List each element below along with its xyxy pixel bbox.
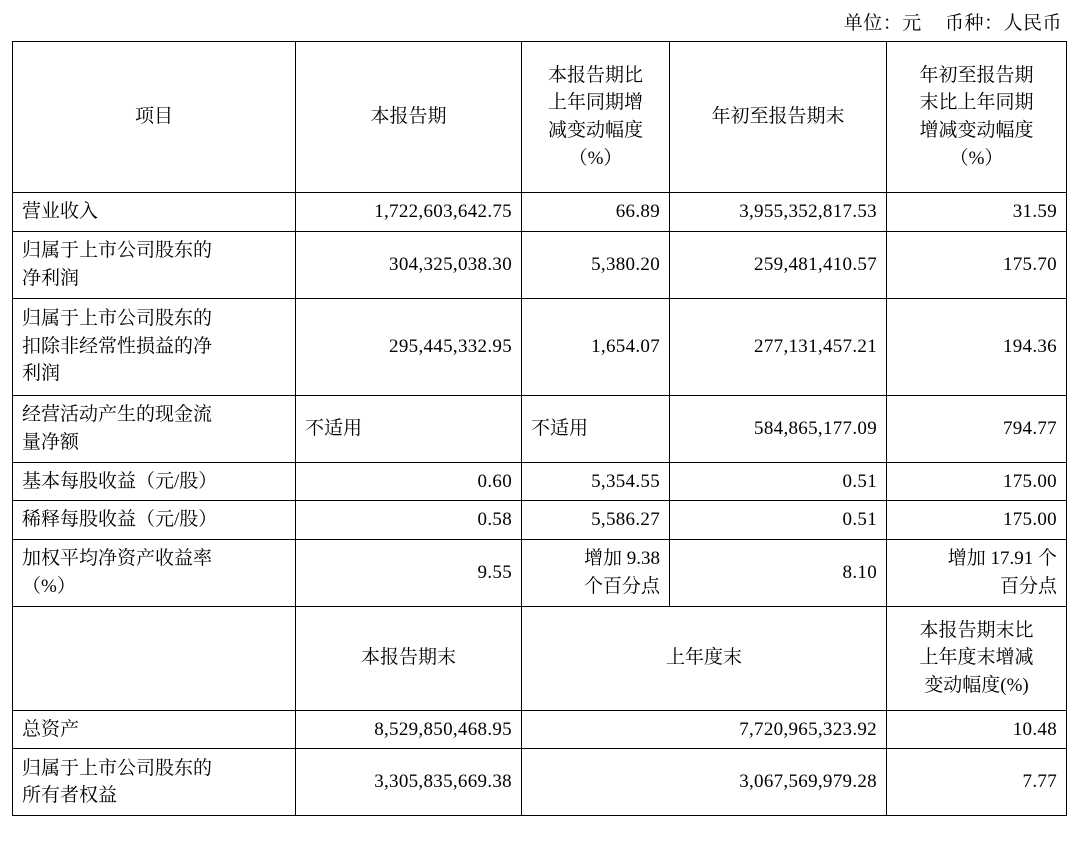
row-label: 稀释每股收益（元/股）	[13, 501, 296, 540]
row-label	[13, 231, 296, 298]
row-label-line2: 净利润	[22, 267, 80, 289]
unit-currency-note	[826, 8, 1062, 35]
row-label-line2: 量净额	[22, 431, 80, 453]
currency-label: 币种：人民币	[944, 13, 1062, 34]
row-balance-change: 10.48	[887, 710, 1067, 749]
table-row	[13, 501, 1067, 540]
row-label-line1: 经营活动产生的现金流	[22, 404, 213, 425]
row-current-change: 不适用	[522, 395, 670, 462]
row-ytd-value: 277,131,457.21	[670, 298, 887, 395]
financial-summary-table	[12, 41, 1067, 816]
header-ytd-change-line1: 年初至报告期	[919, 64, 1034, 86]
header-ytd-change	[887, 42, 1067, 193]
row-ytd-change: 175.00	[887, 462, 1067, 501]
row-ytd-value: 584,865,177.09	[670, 395, 887, 462]
row-current-change: 1,654.07	[522, 298, 670, 395]
table-header-row	[13, 42, 1067, 193]
table-row	[13, 231, 1067, 298]
row-label-line2: 所有者权益	[22, 785, 118, 807]
row-current-change	[522, 539, 670, 606]
row-current-value: 9.55	[296, 539, 522, 606]
row-current-change: 5,354.55	[522, 462, 670, 501]
row-ytd-change: 794.77	[887, 395, 1067, 462]
header-ytd-change-line4: （%）	[949, 147, 1004, 169]
table-row	[13, 462, 1067, 501]
row-label: 总资产	[13, 710, 296, 749]
row-ytd-change-line2: 百分点	[999, 575, 1057, 597]
header-current-change-line3: 减变动幅度	[547, 120, 643, 141]
row-current-value: 304,325,038.30	[296, 231, 522, 298]
row-period-end-value: 8,529,850,468.95	[296, 710, 522, 749]
row-current-change-line1: 增加 9.38	[583, 548, 660, 570]
row-label-line1: 加权平均净资产收益率	[22, 548, 213, 570]
row-last-year-end-value: 7,720,965,323.92	[522, 710, 887, 749]
row-current-change-line2: 个百分点	[583, 575, 660, 597]
header-current-change-line1: 本报告期比	[547, 64, 643, 86]
row-label-line3: 利润	[22, 363, 61, 385]
row-current-value: 295,445,332.95	[296, 298, 522, 395]
row-ytd-change-line1: 增加 17.91 个	[947, 548, 1057, 570]
header-current-change-line2: 上年同期增	[547, 92, 643, 114]
row-last-year-end-value: 3,067,569,979.28	[522, 749, 887, 816]
row-label-line2: 扣除非经常性损益的净	[22, 335, 213, 357]
table-row	[13, 539, 1067, 606]
header-current-change-line4: （%）	[568, 147, 623, 169]
row-current-value: 1,722,603,642.75	[296, 193, 522, 232]
header-balance-item	[13, 606, 296, 710]
row-ytd-value: 259,481,410.57	[670, 231, 887, 298]
table-header-row-balance	[13, 606, 1067, 710]
row-current-value: 0.60	[296, 462, 522, 501]
row-label	[13, 539, 296, 606]
row-current-value: 不适用	[296, 395, 522, 462]
row-ytd-change: 175.70	[887, 231, 1067, 298]
row-ytd-value: 0.51	[670, 501, 887, 540]
row-period-end-value: 3,305,835,669.38	[296, 749, 522, 816]
row-current-change: 5,380.20	[522, 231, 670, 298]
header-ytd-change-line2: 末比上年同期	[919, 92, 1034, 114]
unit-label: 单位：元	[843, 13, 922, 34]
header-balance-change-line3: 变动幅度(%)	[924, 674, 1029, 696]
table-row	[13, 298, 1067, 395]
row-label	[13, 395, 296, 462]
row-label	[13, 298, 296, 395]
row-current-change: 66.89	[522, 193, 670, 232]
row-balance-change: 7.77	[887, 749, 1067, 816]
row-ytd-change	[887, 539, 1067, 606]
row-label-line1: 归属于上市公司股东的	[22, 240, 213, 261]
table-row	[13, 749, 1067, 816]
row-label: 基本每股收益（元/股）	[13, 462, 296, 501]
row-ytd-change: 31.59	[887, 193, 1067, 232]
row-current-value: 0.58	[296, 501, 522, 540]
header-ytd: 年初至报告期末	[670, 42, 887, 193]
header-balance-change	[887, 606, 1067, 710]
header-period-end: 本报告期末	[296, 606, 522, 710]
header-balance-change-line1: 本报告期末比	[919, 619, 1034, 641]
row-ytd-change: 194.36	[887, 298, 1067, 395]
header-current-period: 本报告期	[296, 42, 522, 193]
header-ytd-change-line3: 增减变动幅度	[919, 120, 1034, 141]
header-last-year-end: 上年度末	[522, 606, 887, 710]
row-label	[13, 749, 296, 816]
table-row	[13, 193, 1067, 232]
row-label-line2: （%）	[22, 575, 76, 597]
row-ytd-value: 8.10	[670, 539, 887, 606]
table-row	[13, 710, 1067, 749]
header-item: 项目	[13, 42, 296, 193]
row-ytd-change: 175.00	[887, 501, 1067, 540]
header-balance-change-line2: 上年度末增减	[919, 647, 1034, 669]
table-row	[13, 395, 1067, 462]
row-label-line1: 归属于上市公司股东的	[22, 308, 213, 330]
row-label-line1: 归属于上市公司股东的	[22, 757, 213, 779]
row-label: 营业收入	[13, 193, 296, 232]
row-ytd-value: 3,955,352,817.53	[670, 193, 887, 232]
row-current-change: 5,586.27	[522, 501, 670, 540]
row-ytd-value: 0.51	[670, 462, 887, 501]
header-current-change	[522, 42, 670, 193]
